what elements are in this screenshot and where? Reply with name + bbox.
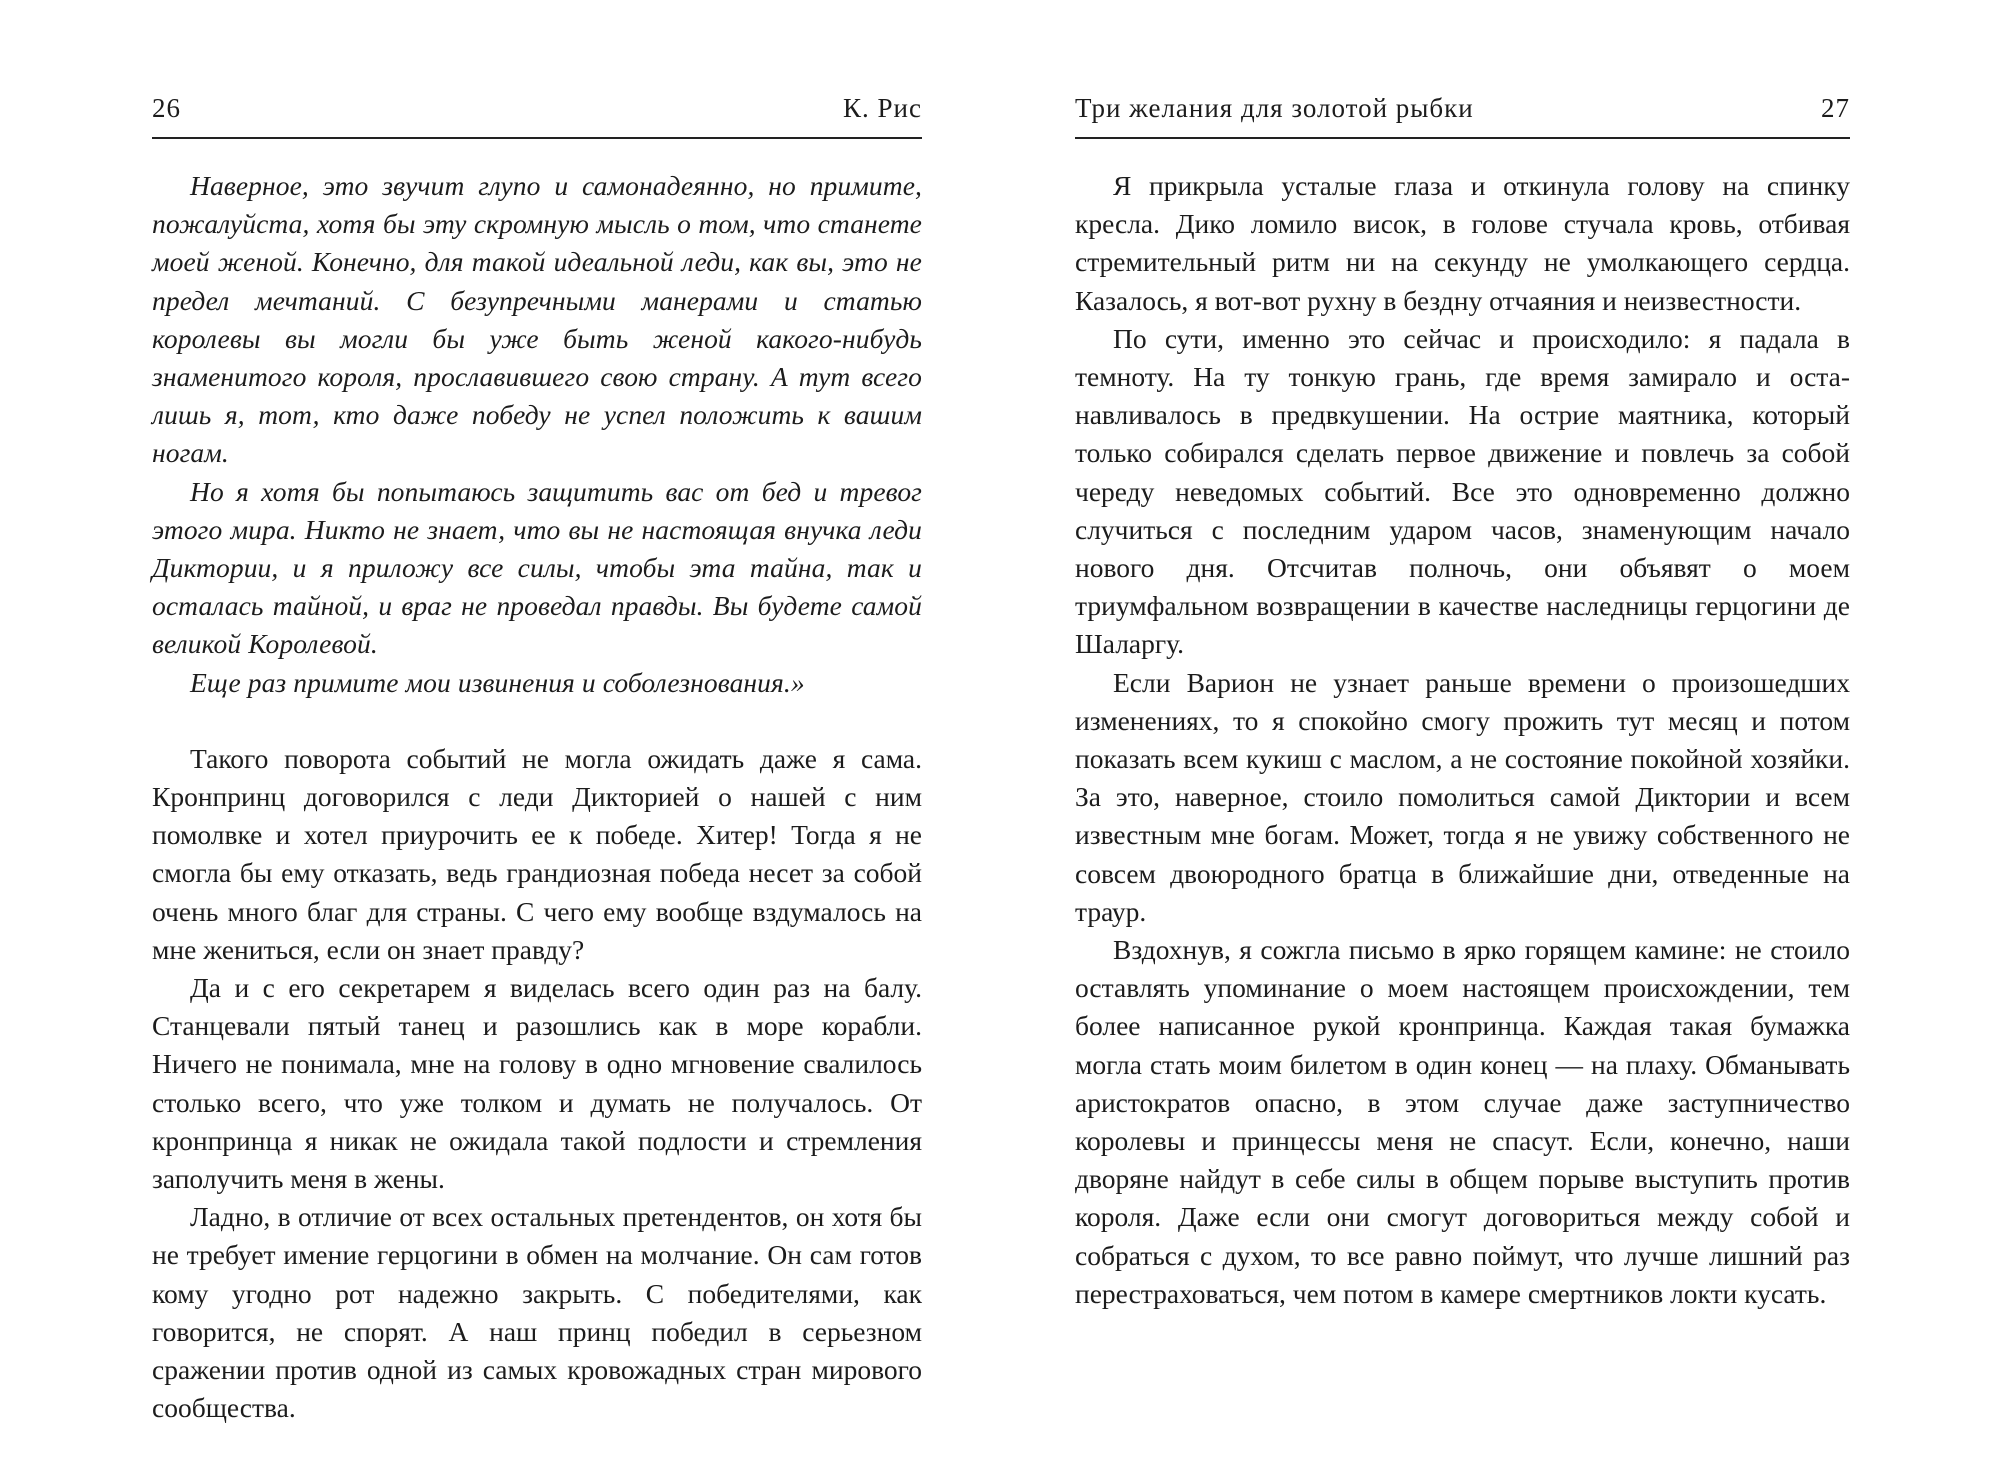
left-page-header — [152, 88, 922, 124]
left-page-text — [152, 167, 922, 1428]
left-page-number: 26 — [152, 93, 181, 123]
right-header-rule — [1075, 137, 1850, 139]
right-paragraph-2: По сути, именно это сейчас и происходило: я падала в темноту. На ту тонкую грань, где время замирало и останавливалось в предвкушении. На острие маятника, который только собирался сделать первое движение и повлечь за собой череду неведомых событий. Все это одновременно должно случиться с последним ударом часов, знаменующим начало нового дня. Отсчитав полночь, они объявят о моем триумфальном возвращении в качестве наследницы герцогини де Шаларгу. — [1075, 322, 1850, 660]
left-paragraph-5: Да и с его секретарем я виделась всего один раз на балу. Станцевали пятый танец и разошлись как в море корабли. Ничего не понимала, мне на голову в одно мгновение свалилось столько всего, что уже толком и думать не получалось. От кронпринца я никак не ожидала такой подлости и стремления заполучить меня в жены. — [152, 972, 922, 1195]
left-running-head: К. Рис — [843, 93, 922, 123]
right-paragraph-4: Вздохнув, я сожгла письмо в ярко горящем камине: не стоило оставлять упоминание о моем настоящем происхождении, тем более написанное рукой кронпринца. Каждая такая бумажка могла стать моим билетом в один конец — на плаху. Обманывать аристократов опасно, в этом случае даже заступничество королевы и принцессы меня не спасут. Если, конечно, наши дворяне найдут в себе силы в общем порыве выступить против короля. Даже если они смогут договориться между собой и собраться с духом, то все равно поймут, что лучше лишний раз перестраховаться, чем потом в камере смертников локти кусать. — [1075, 934, 1850, 1309]
left-paragraph-1: Наверное, это звучит глупо и самонадеянно, но примите, пожалуйста, хотя бы эту скромную мысль о том, что станете моей женой. Конечно, для такой идеальной леди, как вы, это не предел мечтаний. С безупречными манерами и статью королевы вы могли бы уже быть женой какого-нибудь знаменитого короля, прославившего свою страну. А тут всего лишь я, тот, кто даже победу не успел положить к вашим ногам. — [152, 170, 922, 469]
right-page — [1000, 0, 2000, 1482]
left-paragraph-2: Но я хотя бы попытаюсь защитить вас от бед и тревог этого мира. Никто не знает, что вы не настоящая внучка леди Диктории, и я приложу все силы, чтобы эта тайна, так и осталась тайной, и враг не проведал правды. Вы будете самой великой Королевой. — [152, 475, 922, 660]
right-page-number: 27 — [1821, 93, 1850, 123]
left-paragraph-6: Ладно, в отличие от всех остальных претендентов, он хотя бы не требует имение герцогини в обмен на молчание. Он сам готов кому угодно рот надежно закрыть. С победителями, как говорится, не спорят. А наш принц победил в серьезном сражении против одной из самых кровожадных стран мирового сообщества. — [152, 1201, 922, 1424]
right-running-head: Три желания для золотой рыбки — [1075, 93, 1474, 123]
right-page-text — [1075, 167, 1850, 1313]
right-paragraph-1: Я прикрыла усталые глаза и откинула голову на спинку кресла. Дико ломило висок, в голове стучала кровь, отбивая стремительный ритм ни на секунду не умолкающего сердца. Казалось, я вот-вот рухну в бездну отчаяния и неизвестности. — [1075, 170, 1850, 316]
left-header-rule — [152, 137, 922, 139]
right-paragraph-3: Если Варион не узнает раньше времени о произошедших изменениях, то я спокойно смогу прожить тут месяц и потом показать всем кукиш с маслом, а не состояние покойной хозяйки. За это, наверное, стоило помолиться самой Диктории и всем известным мне богам. Может, тогда я не увижу собственного не совсем двоюродного братца в ближайшие дни, отведенные на траур. — [1075, 666, 1850, 927]
left-paragraph-3: Еще раз примите мои извинения и соболезнования.» — [190, 666, 805, 698]
left-paragraph-4: Такого поворота событий не могла ожидать даже я сама. Кронпринц договорился с леди Дикторией о нашей с ним помолвке и хотел приурочить ее к победе. Хитер! Тогда я не смогла бы ему отказать, ведь грандиозная победа несет за собой очень много благ для страны. С чего ему вообще вздумалось на мне жениться, если он знает правду? — [152, 742, 922, 965]
right-page-header — [1075, 88, 1850, 124]
